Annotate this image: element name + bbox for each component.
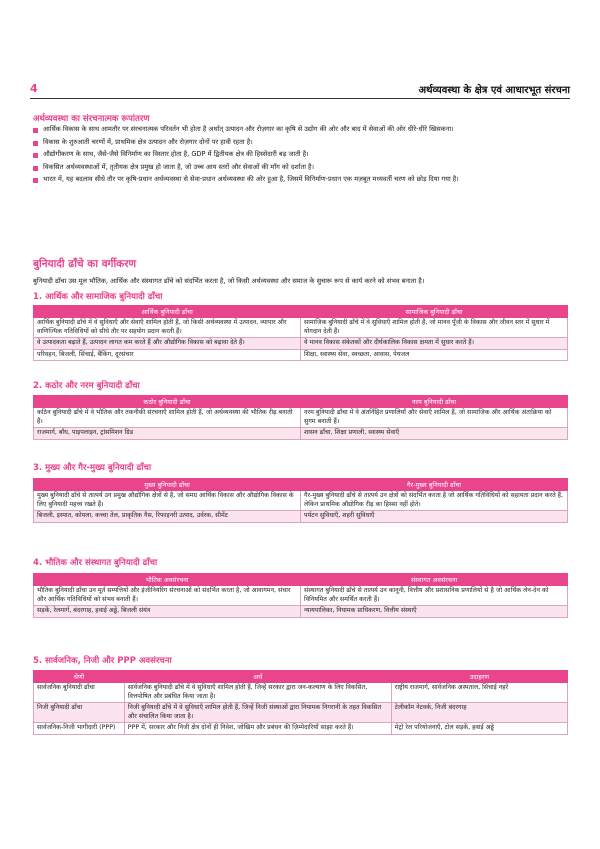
table-cell: PPP में, सरकार और निजी क्षेत्र दोनों ही निवेश, जोखिम और प्रबंधन की ज़िम्मेदारियाँ साझा करते हैं।: [124, 723, 391, 735]
table-cell: राजमार्ग, बाँध, पाइपलाइन, ट्रांसमिशन ग्रिड: [34, 428, 301, 440]
table-cell: टेलीकॉम नेटवर्क, निजी बंदरगाह: [391, 703, 567, 723]
table-cell: न्यायपालिका, नियामक प्राधिकरण, वित्तीय संस्थाएँ: [301, 606, 568, 618]
table-cell: बिजली, इस्पात, कोयला, कच्चा तेल, प्राकृतिक गैस, रिफाइनरी उत्पाद, उर्वरक, सीमेंट: [34, 511, 301, 523]
table-cell: सार्वजनिक बुनियादी ढाँचे में वे सुविधाएँ शामिल होती हैं, जिन्हें सरकार द्वारा जन-कल्याण के लिए विकसित, वित्तपोषित और प्रबंधित किया जाता है।: [124, 683, 391, 703]
section-heading-structural-transformation: अर्थव्यवस्था का संरचनात्मक रूपांतरण: [33, 114, 150, 124]
table-cell: निजी बुनियादी ढाँचा: [34, 703, 125, 723]
table-cell: सड़कें, रेलमार्ग, बंदरगाह, हवाई अड्डे, बिजली संयंत्र: [34, 606, 301, 618]
column-header: भौतिक अवसंरचना: [34, 574, 301, 586]
core-noncore-table: [33, 478, 568, 523]
table-cell: गैर-मुख्य बुनियादी ढाँचे से तात्पर्य उन क्षेत्रों को संदर्भित करता है जो आर्थिक गतिविधियों को सहायता प्रदान करते हैं, लेकिन प्राथमिक औद्योगिक रीढ़ का हिस्सा नहीं होते।: [301, 491, 568, 511]
bullet-item: भारत में, यह बदलाव सीधे तौर पर कृषि-प्रधान अर्थव्यवस्था से सेवा-प्रधान अर्थव्यवस्था की ओर हुआ है, जिसमें विनिर्माण-प्रधान एक मज़बूत मध्यवर्ती चरण को छोड़ दिया गया है।: [33, 175, 563, 185]
bullet-list: [33, 125, 563, 188]
table-cell: नरम बुनियादी ढाँचा में वे अंतर्निहित प्रणालियाँ और सेवाएँ शामिल हैं, जो सामाजिक और आर्थिक अंतःक्रिया को सुगम बनाती हैं।: [301, 408, 568, 428]
table-cell: कठिन बुनियादी ढाँचे में वे भौतिक और तकनीकी संरचनाएँ शामिल होती हैं, जो अर्थव्यवस्था की भौतिक रीढ़ बनाती हैं।: [34, 408, 301, 428]
table-cell: राष्ट्रीय राजमार्ग, सार्वजनिक अस्पताल, सिंचाई नहरें: [391, 683, 567, 703]
table-cell: संस्थागत बुनियादी ढाँचे से तात्पर्य उन कानूनी, वित्तीय और प्रशासनिक प्रणालियों से है जो आर्थिक लेन-देन को विनियमित और समर्थित करती हैं।: [301, 586, 568, 606]
table-cell: वे मानव विकास संकेतकों और दीर्घकालिक विकास क्षमता में सुधार करते हैं।: [301, 338, 568, 350]
table-row: [34, 318, 568, 338]
column-header: मुख्य बुनियादी ढाँचा: [34, 479, 301, 491]
column-header: गैर-मुख्य बुनियादी ढाँचा: [301, 479, 568, 491]
section-heading-classification: बुनियादी ढाँचे का वर्गीकरण: [33, 258, 137, 270]
table-row: [34, 428, 568, 440]
table-cell: परिवहन, बिजली, सिंचाई, बैंकिंग, दूरसंचार: [34, 349, 301, 361]
page-header: [30, 82, 570, 99]
column-header: श्रेणी: [34, 671, 125, 683]
intro-paragraph: बुनियादी ढाँचा उस मूल भौतिक, आर्थिक और संस्थागत ढाँचे को संदर्भित करता है, जो किसी अर्थव्यवस्था और समाज के सुचारू रूप से कार्य करने को संभव बनाता है।: [33, 277, 425, 285]
table-title: 1. आर्थिक और सामाजिक बुनियादी ढाँचा: [33, 292, 163, 302]
bullet-item: आर्थिक विकास के साथ आमतौर पर संरचनात्मक परिवर्तन भी होता है अर्थात् उत्पादन और रोज़गार का कृषि से उद्योग की ओर और बाद में सेवाओं की ओर धीरे-धीरे खिसकना।: [33, 125, 563, 135]
table-row: [34, 606, 568, 618]
table-title: 2. कठोर और नरम बुनियादी ढाँचा: [33, 381, 140, 391]
public-private-ppp-table: [33, 670, 568, 735]
table-row: [34, 349, 568, 361]
column-header: नरम बुनियादी ढाँचा: [301, 396, 568, 408]
table-row: [34, 703, 568, 723]
column-header: सामाजिक बुनियादी ढाँचा: [301, 306, 568, 318]
table-row: [34, 338, 568, 350]
table-row: [34, 683, 568, 703]
table-row: [34, 586, 568, 606]
table-title: 5. सार्वजनिक, निजी और PPP अवसंरचना: [33, 656, 172, 666]
table-cell: शिक्षा, स्वास्थ्य सेवा, स्वच्छता, आवास, पेयजल: [301, 349, 568, 361]
column-header: उदाहरण: [391, 671, 567, 683]
table-cell: सार्वजनिक-निजी भागीदारी (PPP): [34, 723, 125, 735]
table-cell: मेट्रो रेल परियोजनाएँ, टोल सड़कें, हवाई अड्डे: [391, 723, 567, 735]
table-cell: भौतिक बुनियादी ढाँचा उन मूर्त सम्पत्तियों और इंजीनियरिंग संरचनाओं को संदर्भित करता है, जो आवागमन, संचार और आर्थिक गतिविधियों को संभव बनाती हैं।: [34, 586, 301, 606]
table-cell: सार्वजनिक बुनियादी ढाँचा: [34, 683, 125, 703]
page-number: 4: [30, 82, 38, 95]
bullet-item: विकसित अर्थव्यवस्थाओं में, तृतीयक क्षेत्र प्रमुख हो जाता है, जो उच्च आय स्तरों और सेवाओं की माँग को दर्शाता है।: [33, 163, 563, 173]
hard-soft-table: [33, 395, 568, 440]
table-row: [34, 723, 568, 735]
table-cell: वे उत्पादकता बढ़ाते हैं, उत्पादन लागत कम करते हैं और औद्योगिक विकास को बढ़ावा देते हैं।: [34, 338, 301, 350]
column-header: आर्थिक बुनियादी ढाँचा: [34, 306, 301, 318]
physical-institutional-table: [33, 573, 568, 618]
column-header: संस्थागत अवसंरचना: [301, 574, 568, 586]
table-cell: आर्थिक बुनियादी ढाँचे में वे सुविधाएँ और सेवाएँ शामिल होती हैं, जो किसी अर्थव्यवस्था में उत्पादन, व्यापार और वाणिज्यिक गतिविधियों को सीधे तौर पर सहयोग प्रदान करती हैं।: [34, 318, 301, 338]
table-title: 4. भौतिक और संस्थागत बुनियादी ढाँचा: [33, 558, 158, 568]
table-cell: निजी बुनियादी ढाँचे में वे सुविधाएँ शामिल होती हैं, जिन्हें निजी संस्थाओं द्वारा नियामक निगरानी के तहत विकसित और संचालित किया जाता है।: [124, 703, 391, 723]
table-cell: शासन ढाँचा, शिक्षा प्रणाली, स्वास्थ्य सेवाएँ: [301, 428, 568, 440]
table-row: [34, 408, 568, 428]
bullet-item: औद्योगीकरण के साथ, जैसे-जैसे विनिर्माण का विस्तार होता है, GDP में द्वितीयक क्षेत्र की हिस्सेदारी बढ़ जाती है।: [33, 150, 563, 160]
economic-social-table: [33, 305, 568, 361]
column-header: अर्थ: [124, 671, 391, 683]
table-cell: सामाजिक बुनियादी ढाँचे में वे सुविधाएँ शामिल होती हैं, जो मानव पूँजी के विकास और जीवन स्तर में सुधार में योगदान देती हैं।: [301, 318, 568, 338]
table-title: 3. मुख्य और गैर-मुख्य बुनियादी ढाँचा: [33, 463, 152, 473]
table-row: [34, 491, 568, 511]
column-header: कठोर बुनियादी ढाँचा: [34, 396, 301, 408]
table-cell: पर्यटन सुविधाएँ, शहरी सुविधाएँ: [301, 511, 568, 523]
running-title: अर्थव्यवस्था के क्षेत्र एवं आधारभूत संरचना: [418, 85, 570, 96]
table-row: [34, 511, 568, 523]
table-cell: मुख्य बुनियादी ढाँचे से तात्पर्य उन प्रमुख औद्योगिक क्षेत्रों से है, जो समग्र आर्थिक विकास और औद्योगिक विकास के लिए बुनियादी महत्त्व रखते हैं।: [34, 491, 301, 511]
bullet-item: विकास के शुरुआती चरणों में, प्राथमिक क्षेत्र उत्पादन और रोज़गार दोनों पर हावी रहता है।: [33, 138, 563, 148]
